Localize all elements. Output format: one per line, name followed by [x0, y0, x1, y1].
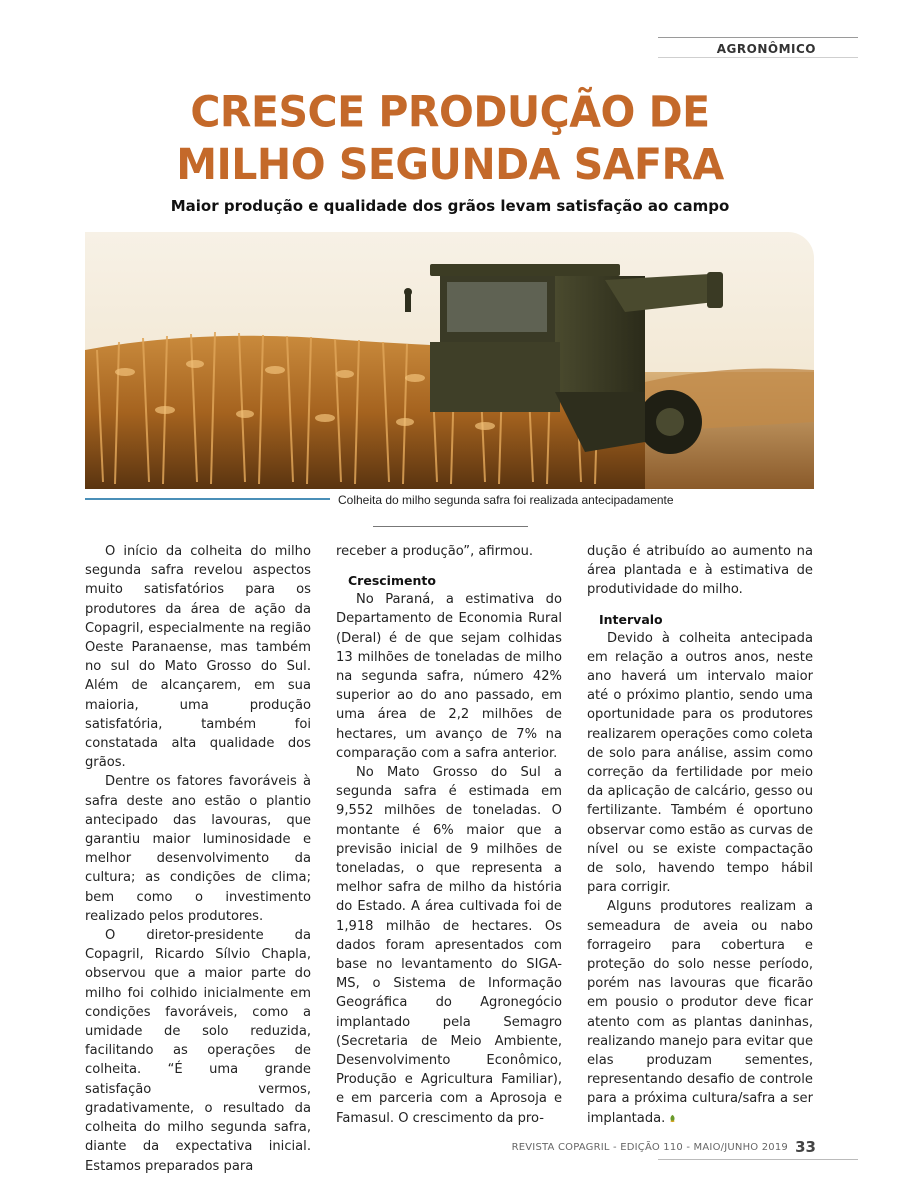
- subheading-intervalo: Intervalo: [599, 611, 663, 627]
- article-title: [0, 86, 900, 191]
- paragraph: No Mato Grosso do Sul a segunda safra é estimada em 9,552 milhões de toneladas. O montante é 6% maior que a previsão inicial de 9 milhões de toneladas, o que representa a melhor safra de milho da história do Estado. A área cultivada foi de 1,918 milhão de hectares. Os dados foram apresentados com base no levantamento do SIGA-MS, o Sistema de Informação Geográfica do Agronegócio implantado pela Semagro (Secretaria de Meio Ambiente, Desenvolvimento Econômico, Produção e Agricultura Familiar), e em parceria com a Aprosoja e Famasul. O crescimento da pro-: [336, 765, 562, 1126]
- article-subtitle: Maior produção e qualidade dos grãos levam satisfação ao campo: [170, 197, 730, 215]
- column-separator: [373, 526, 528, 527]
- text-column-3: [587, 542, 813, 1128]
- text-column-1: [85, 542, 311, 1176]
- harvest-photo: [85, 232, 814, 489]
- title-line-2: MILHO SEGUNDA SAFRA: [176, 139, 724, 190]
- paragraph: O início da colheita do milho segunda safra revelou aspectos muito satisfatórios para os produtores da área de ação da Copagril, especialmente na região Oeste Paranaense, mas também no sul do Mato Grosso do Sul. Além de alcançarem, em sua maioria, uma produção satisfatória, também foi constatada alta qualidade dos grãos.: [85, 544, 311, 771]
- paragraph: receber a produção”, afirmou.: [336, 544, 534, 559]
- paragraph: dução é atribuído ao aumento na área plantada e à estimativa de produtividade do milho.: [587, 544, 813, 598]
- page-number: 33: [795, 1138, 816, 1156]
- paragraph-text: Alguns produtores realizam a semeadura de aveia ou nabo forrageiro para cobertura e proteção do solo nesse período, porém nas lavouras que ficarão em pousio o produtor deve ficar atento com as plantas daninhas, realizando manejo para evitar que elas produzam sementes, representando desafio de controle para a próxima cultura/safra a ser implantada.: [587, 899, 813, 1126]
- footer-rule: [658, 1159, 858, 1160]
- paragraph: No Paraná, a estimativa do Departamento de Economia Rural (Deral) é de que sejam colhidas 13 milhões de toneladas de milho na segunda safra, número 42% superior ao do ano passado, em uma área de 2,2 milhões de hectares, um avanço de 7% na comparação com a safra anterior.: [336, 592, 562, 761]
- footer-magazine: REVISTA COPAGRIL - EDIÇÃO 110 - MAIO/JUNHO 2019: [511, 1142, 788, 1153]
- header-rule-lower: [658, 57, 858, 58]
- header-rule: [658, 37, 858, 38]
- paragraph: O diretor-presidente da Copagril, Ricardo Sílvio Chapla, observou que a maior parte do milho foi colhido inicialmente em condições favoráveis, como a umidade de solo reduzida, facilitando as operações de colheita. “É uma grande satisfação vermos, gradativamente, o resultado da colheita do milho segunda safra, diante da expectativa inicial. Estamos preparados para: [85, 928, 311, 1174]
- subheading-crescimento: Crescimento: [348, 573, 436, 589]
- text-column-2: [336, 542, 562, 1128]
- copagril-leaf-icon: [668, 1114, 677, 1123]
- title-line-1: CRESCE PRODUÇÃO DE: [190, 86, 710, 137]
- paragraph: Devido à colheita antecipada em relação a outros anos, neste ano haverá um intervalo maior até o próximo plantio, sendo uma oportunidade para os produtores realizarem operações como coleta de solo para análise, assim como correção da fertilidade por meio da aplicação de calcário, gesso ou fertilizante. Também é oportuno observar como estão as curvas de nível ou se existe compactação de solo, havendo tempo hábil para corrigir.: [587, 630, 813, 896]
- paragraph: [587, 897, 813, 1127]
- paragraph: Dentre os fatores favoráveis à safra deste ano estão o plantio antecipado das lavouras, que garantiu maior luminosidade e melhor desenvolvimento da cultura; as condições de clima; bem como o investimento realizado pelos produtores.: [85, 774, 311, 924]
- caption-rule: [85, 498, 330, 500]
- section-label: AGRONÔMICO: [716, 42, 816, 56]
- photo-caption: Colheita do milho segunda safra foi realizada antecipadamente: [338, 493, 674, 507]
